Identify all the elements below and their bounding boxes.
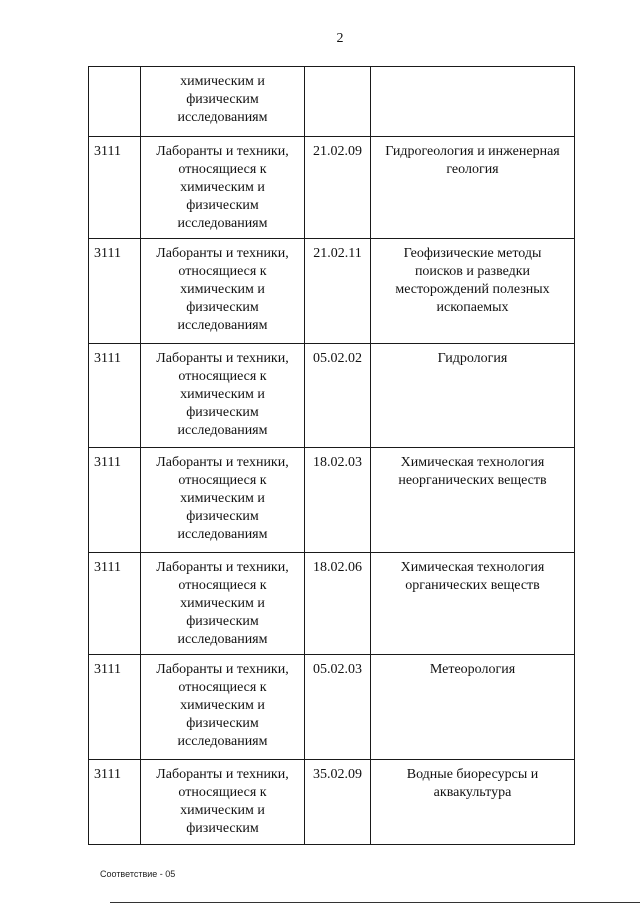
occupation-code: 3111 xyxy=(94,767,121,782)
specialty-number: 21.02.09 xyxy=(313,144,362,159)
cell-specialty-number xyxy=(305,760,371,845)
specialties-table xyxy=(88,66,575,845)
cell-specialty-name xyxy=(371,655,575,760)
table-row xyxy=(89,137,575,239)
cell-occupation-name xyxy=(141,67,305,137)
specialty-number: 35.02.09 xyxy=(313,767,362,782)
cell-occupation-code xyxy=(89,344,141,448)
cell-occupation-code xyxy=(89,239,141,344)
specialty-number xyxy=(305,67,370,73)
specialty-number: 21.02.11 xyxy=(313,246,362,261)
specialty-name: Водные биоресурсы и аквакультура xyxy=(406,767,539,800)
cell-specialty-number xyxy=(305,67,371,137)
specialty-number: 05.02.02 xyxy=(313,351,362,366)
occupation-name: Лаборанты и техники, относящиеся к химическим и физическим исследованиям xyxy=(156,560,289,647)
occupation-code: 3111 xyxy=(94,455,121,470)
table-row xyxy=(89,553,575,655)
occupation-name: Лаборанты и техники, относящиеся к химическим и физическим исследованиям xyxy=(156,662,289,749)
cell-specialty-number xyxy=(305,655,371,760)
specialty-name: Химическая технология органических веществ xyxy=(400,560,545,593)
cell-specialty-number xyxy=(305,344,371,448)
specialty-number: 05.02.03 xyxy=(313,662,362,677)
table-row xyxy=(89,448,575,553)
occupation-code xyxy=(89,67,140,73)
footer-note: Соответствие - 05 xyxy=(100,869,176,879)
cell-specialty-name xyxy=(371,553,575,655)
cell-occupation-name xyxy=(141,239,305,344)
specialty-name: Гидрология xyxy=(437,351,508,366)
cell-occupation-code xyxy=(89,553,141,655)
cell-occupation-code xyxy=(89,760,141,845)
cell-occupation-code xyxy=(89,137,141,239)
cell-specialty-name xyxy=(371,239,575,344)
cell-occupation-name xyxy=(141,655,305,760)
cell-specialty-name xyxy=(371,67,575,137)
occupation-name: Лаборанты и техники, относящиеся к химическим и физическим xyxy=(156,767,289,836)
cell-occupation-code xyxy=(89,67,141,137)
specialty-name xyxy=(371,67,574,73)
specialty-number: 18.02.03 xyxy=(313,455,362,470)
occupation-code: 3111 xyxy=(94,662,121,677)
cell-specialty-name xyxy=(371,448,575,553)
occupation-code: 3111 xyxy=(94,560,121,575)
cell-occupation-name xyxy=(141,344,305,448)
specialty-number: 18.02.06 xyxy=(313,560,362,575)
cell-occupation-code xyxy=(89,655,141,760)
table-row xyxy=(89,760,575,845)
cell-occupation-name xyxy=(141,553,305,655)
table-row xyxy=(89,344,575,448)
specialty-name: Геофизические методы поисков и разведки месторождений полезных ископаемых xyxy=(395,246,550,315)
cell-occupation-name xyxy=(141,760,305,845)
cell-occupation-name xyxy=(141,448,305,553)
occupation-name: Лаборанты и техники, относящиеся к химическим и физическим исследованиям xyxy=(156,455,289,542)
cell-occupation-name xyxy=(141,137,305,239)
page-number: 2 xyxy=(336,31,344,46)
occupation-code: 3111 xyxy=(94,144,121,159)
occupation-name: Лаборанты и техники, относящиеся к химическим и физическим исследованиям xyxy=(156,246,289,333)
cell-specialty-name xyxy=(371,344,575,448)
cell-specialty-name xyxy=(371,760,575,845)
page-edge-line xyxy=(110,902,640,903)
occupation-name: Лаборанты и техники, относящиеся к химическим и физическим исследованиям xyxy=(156,144,289,231)
occupation-name: Лаборанты и техники, относящиеся к химическим и физическим исследованиям xyxy=(156,351,289,438)
specialty-name: Метеорология xyxy=(429,662,516,677)
cell-specialty-number xyxy=(305,553,371,655)
occupation-code: 3111 xyxy=(94,246,121,261)
table-row xyxy=(89,655,575,760)
table-row xyxy=(89,239,575,344)
cell-specialty-number xyxy=(305,137,371,239)
table-row xyxy=(89,67,575,137)
cell-specialty-name xyxy=(371,137,575,239)
specialty-name: Химическая технология неорганических веществ xyxy=(398,455,547,488)
occupation-name: химическим и физическим исследованиям xyxy=(177,74,268,125)
occupation-code: 3111 xyxy=(94,351,121,366)
specialty-name: Гидрогеология и инженерная геология xyxy=(385,144,560,177)
cell-specialty-number xyxy=(305,448,371,553)
cell-specialty-number xyxy=(305,239,371,344)
cell-occupation-code xyxy=(89,448,141,553)
